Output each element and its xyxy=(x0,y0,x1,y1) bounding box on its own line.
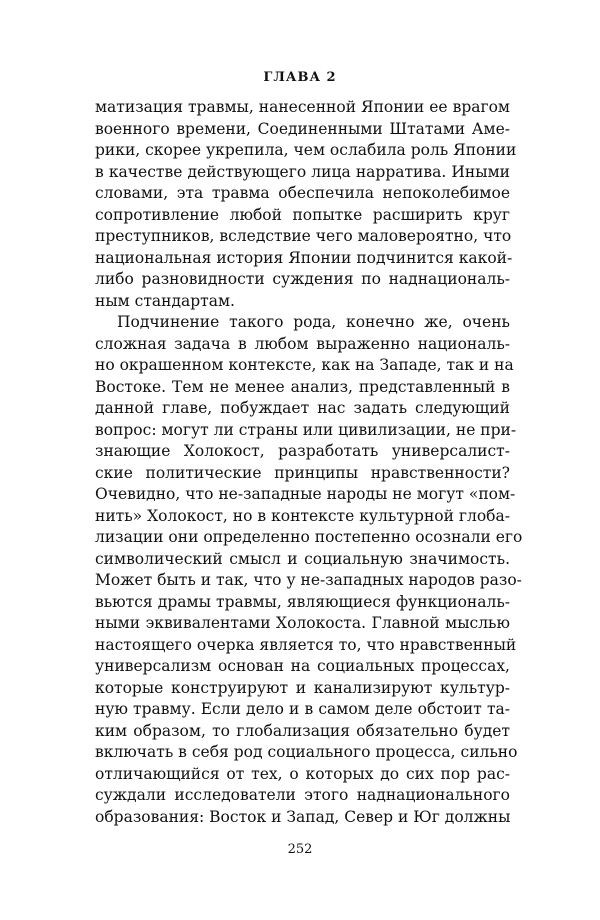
text-line: ким образом, то глобализация обязательно будет xyxy=(95,721,510,740)
text-line: ными эквивалентами Холокоста. Главной мыслью xyxy=(95,614,510,632)
text-line: данной главе, побуждает нас задать следующий xyxy=(95,399,510,417)
text-line: Очевидно, что не-западные народы не могут «пом- xyxy=(95,485,516,503)
text-line: но окрашенном контексте, как на Западе, так и на xyxy=(95,356,514,374)
paragraph xyxy=(95,312,523,828)
text-line: словами, эта травма обеспечила непоколебимое xyxy=(95,184,510,202)
text-line: знающие Холокост, разработать универсалист- xyxy=(95,442,510,460)
text-line: лизации они определенно постепенно осознали его xyxy=(95,528,523,546)
text-line: военного времени, Соединенными Штатами Аме- xyxy=(95,119,510,138)
text-line: национальная история Японии подчинится какой- xyxy=(95,248,513,267)
running-head: ГЛАВА 2 xyxy=(263,70,337,85)
text-line: Востоке. Тем не менее анализ, представленный в xyxy=(95,377,510,396)
text-line: символический смысл и социальную значимость. xyxy=(95,549,510,568)
text-line: отличающийся от тех, о которых до сих пор рас- xyxy=(95,764,510,783)
body-text xyxy=(95,97,523,828)
text-line: рики, скорее укрепила, чем ослабила роль Японии xyxy=(95,141,517,159)
text-line: сложная задача в любом выраженно националь- xyxy=(95,334,510,353)
paragraph xyxy=(95,97,517,312)
text-line: образования: Восток и Запад, Север и Юг должны xyxy=(95,807,511,826)
text-line: преступников, вследствие чего маловероятно, что xyxy=(95,227,512,245)
text-line: Подчинение такого рода, конечно же, очень xyxy=(117,313,510,331)
text-line: сопротивление любой попытке расширить круг xyxy=(95,205,510,224)
text-line: настоящего очерка является то, что нравственный xyxy=(95,635,517,654)
text-line: матизация травмы, нанесенной Японии ее врагом xyxy=(95,98,510,116)
text-line: включать в себя род социального процесса, сильно xyxy=(95,743,518,761)
text-line: ную травму. Если дело и в самом деле обстоит та- xyxy=(95,700,510,718)
text-line: универсализм основан на социальных процессах, xyxy=(95,657,510,675)
text-line: нить» Холокост, но в контексте культурной глоба- xyxy=(95,506,510,525)
text-line: либо разновидности суждения по наднациональ- xyxy=(95,270,510,288)
text-line: ские политические принципы нравственности? xyxy=(95,463,510,482)
page-number: 252 xyxy=(287,842,313,857)
text-line: Может быть и так, что у не-западных народов разо- xyxy=(95,571,522,589)
text-line: суждали исследователи этого наднационального xyxy=(95,786,510,804)
text-line: в качестве действующего лица нарратива. Иными xyxy=(95,162,510,181)
text-line: вьются драмы травмы, являющиеся функциональ- xyxy=(95,592,510,611)
text-line: вопрос: могут ли страны или цивилизации, не при- xyxy=(95,420,517,439)
text-line: которые конструируют и канализируют культур- xyxy=(95,678,510,697)
text-line: ным стандартам. xyxy=(95,291,235,310)
